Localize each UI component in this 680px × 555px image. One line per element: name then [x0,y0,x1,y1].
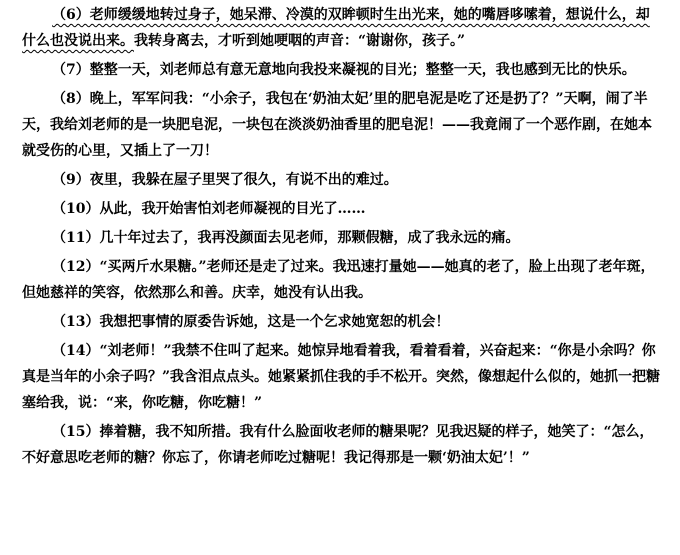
paragraph-13: （13）我想把事情的原委告诉她，这是一个乞求她宽恕的机会！ [52,314,450,330]
paragraph-15: （15）捧着糖，我不知所措。我有什么脸面收老师的糖果呢？见我迟疑的样子，她笑了：“怎么，不好意思吃老师的糖？你忘了，你请老师吃过糖呢！我记得那是一颗‘奶油太妃’！” [22,424,654,466]
paragraph-14: （14）“刘老师！”我禁不住叫了起来。她惊异地看着我，看着看着，兴奋起来：“你是小余吗？你真是当年的小余子吗？”我含泪点点头。她紧紧抓住我的手不松开。突然，像想起什么似的，她抓一把糖塞给我，说：“来，你吃糖，你吃糖！” [22,343,661,411]
paragraph-8: （8）晚上，军军问我：“小余子，我包在‘奶油太妃’里的肥皂泥是吃了还是扔了？”天啊，闹了半天，我给刘老师的是一块肥皂泥，一块包在淡淡奶油香里的肥皂泥！——我竟闹了一个恶作剧，在她本就受伤的心里，又插上了一刀！ [22,91,652,159]
paragraph-6-rest: 我转身离去，才听到她哽咽的声音：“谢谢你，孩子。” [134,33,466,49]
paragraph-11: （11）几十年过去了，我再没颜面去见老师，那颗假糖，成了我永远的痛。 [52,230,520,246]
underlined-sentence: （6）老师缓缓地转过身子，她呆滞、冷漠的双眸顿时生出光来，她的嘴唇哆嗦着，想说什么，却什么也没说出来。 [22,7,650,49]
paragraph-12: （12）“买两斤水果糖。”老师还是走了过来。我迅速打量她——她真的老了，脸上出现了老年斑，但她慈祥的笑容，依然那么和善。庆幸，她没有认出我。 [22,259,655,301]
paragraph-10: （10）从此，我开始害怕刘老师凝视的目光了…… [52,201,366,217]
paragraph-6 [22,2,662,54]
paragraph-7: （7）整整一天，刘老师总有意无意地向我投来凝视的目光；整整一天，我也感到无比的快乐。 [52,62,636,78]
paragraph-9: （9）夜里，我躲在屋子里哭了很久，有说不出的难过。 [52,172,398,188]
